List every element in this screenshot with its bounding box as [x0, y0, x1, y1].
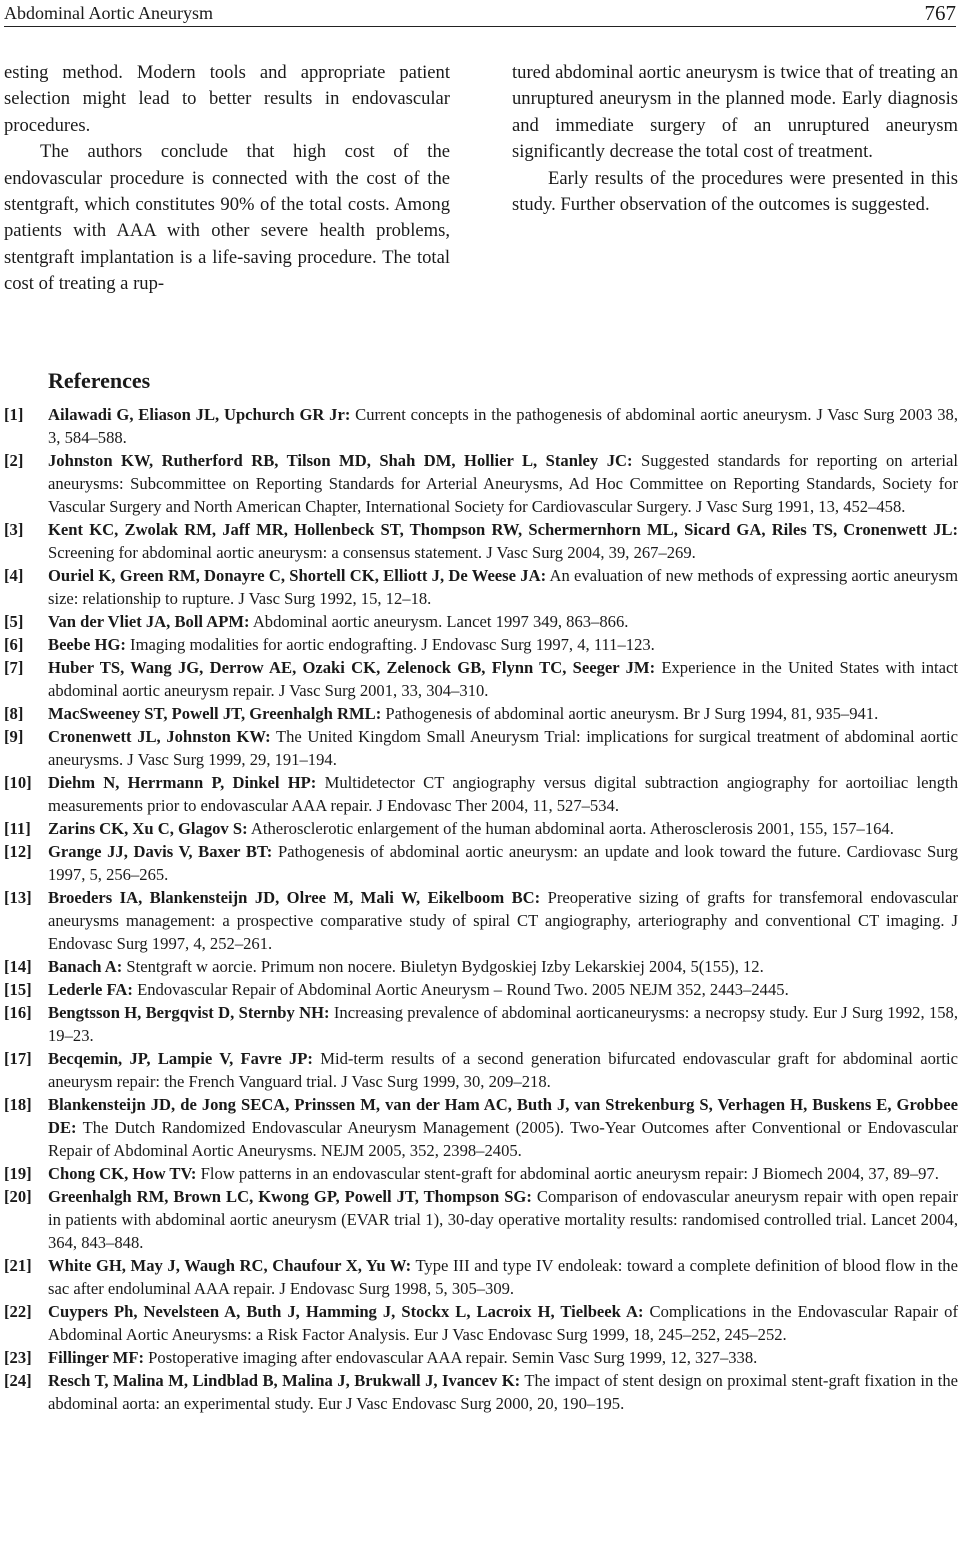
reference-authors: Ouriel K, Green RM, Donayre C, Shortell CK, Elliott J, De Weese JA: — [48, 566, 547, 585]
left-column — [4, 60, 450, 320]
reference-citation: Type III and type IV endoleak: toward a complete definition of blood flow in the sac after endoluminal AAA repair. J Endovasc Surg 1998, 5, 305–309. — [48, 1256, 958, 1298]
reference-item — [4, 449, 958, 518]
reference-entry — [48, 1162, 958, 1185]
reference-authors: Diehm N, Herrmann P, Dinkel HP: — [48, 773, 317, 792]
reference-entry — [48, 1254, 958, 1300]
reference-citation: Imaging modalities for aortic endografting. J Endovasc Surg 1997, 4, 111–123. — [130, 635, 655, 654]
reference-item — [4, 886, 958, 955]
reference-item — [4, 1093, 958, 1162]
body-text — [4, 60, 958, 320]
reference-citation: Mid-term results of a second generation bifurcated endovascular graft for abdominal aortic aneurysm repair: the French Vanguard trial. J Vasc Surg 1999, 30, 209–218. — [48, 1049, 958, 1091]
reference-citation: Experience in the United States with intact abdominal aortic aneurysm repair. J Vasc Surg 2001, 33, 304–310. — [48, 658, 958, 700]
reference-entry — [48, 1185, 958, 1254]
reference-authors: Cronenwett JL, Johnston KW: — [48, 727, 271, 746]
reference-entry — [48, 1093, 958, 1162]
reference-authors: Grange JJ, Davis V, Baxer BT: — [48, 842, 273, 861]
right-column — [512, 60, 958, 320]
paragraph: tured abdominal aortic aneurysm is twice that of treating an unruptured aneurysm in the planned mode. Early diagnosis and immediate surgery of an unruptured aneurysm significantly decrease the total cost of treatment. — [512, 62, 958, 163]
reference-citation: Pathogenesis of abdominal aortic aneurysm: an update and look toward the future. Cardiovasc Surg 1997, 5, 256–265. — [48, 842, 958, 884]
reference-number: [9] — [4, 727, 24, 746]
reference-number: [4] — [4, 566, 24, 585]
reference-entry — [48, 633, 958, 656]
running-header — [4, 0, 956, 27]
paragraph: Early results of the procedures were presented in this study. Further observation of the outcomes is suggested. — [512, 167, 958, 216]
reference-entry — [48, 656, 958, 702]
reference-entry — [48, 771, 958, 817]
reference-authors: Lederle FA: — [48, 980, 133, 999]
reference-citation: Suggested standards for reporting on arterial aneurysms: Subcommittee on Reporting Standards for Arterial Aneurysms, Ad Hoc Committee on Reporting Standards, Society for Vascular Surgery and North American Chapter, International Society for Cardiovascular Surgery. J Vasc Surg 1991, 13, 452–458. — [48, 451, 959, 516]
reference-authors: MacSweeney ST, Powell JT, Greenhalgh RML: — [48, 704, 382, 723]
page-number: 767 — [924, 0, 956, 25]
reference-citation: Postoperative imaging after endovascular AAA repair. Semin Vasc Surg 1999, 12, 327–338. — [148, 1348, 758, 1367]
reference-item — [4, 633, 958, 656]
reference-authors: Huber TS, Wang JG, Derrow AE, Ozaki CK, Zelenock GB, Flynn TC, Seeger JM: — [48, 658, 656, 677]
reference-item — [4, 564, 958, 610]
reference-item — [4, 817, 958, 840]
reference-number: [5] — [4, 612, 24, 631]
reference-entry — [48, 1369, 958, 1415]
reference-citation: Pathogenesis of abdominal aortic aneurysm. Br J Surg 1994, 81, 935–941. — [385, 704, 879, 723]
reference-number: [19] — [4, 1164, 32, 1183]
reference-authors: Cuypers Ph, Nevelsteen A, Buth J, Hamming J, Stockx L, Lacroix H, Tielbeek A: — [48, 1302, 644, 1321]
reference-item — [4, 702, 958, 725]
reference-number: [20] — [4, 1187, 32, 1206]
paragraph: esting method. Modern tools and appropriate patient selection might lead to better results in endovascular procedures. — [4, 62, 450, 136]
reference-authors: Resch T, Malina M, Lindblad B, Malina J, Brukwall J, Ivancev K: — [48, 1371, 521, 1390]
reference-item — [4, 955, 958, 978]
reference-item — [4, 518, 958, 564]
reference-entry — [48, 518, 958, 564]
reference-item — [4, 771, 958, 817]
reference-citation: Abdominal aortic aneurysm. Lancet 1997 349, 863–866. — [252, 612, 629, 631]
reference-item — [4, 725, 958, 771]
reference-number: [10] — [4, 773, 32, 792]
reference-citation: Complications in the Endovascular Rapair of Abdominal Aortic Aneurysms: a Risk Factor Analysis. Eur J Vasc Endovasc Surg 1999, 18, 245–252, 245–252. — [48, 1302, 959, 1344]
reference-number: [12] — [4, 842, 32, 861]
reference-citation: Flow patterns in an endovascular stent-graft for abdominal aortic aneurysm repair: J Biomech 2004, 37, 89–97. — [200, 1164, 939, 1183]
reference-number: [14] — [4, 957, 32, 976]
reference-item — [4, 1047, 958, 1093]
reference-citation: Comparison of endovascular aneurysm repair with open repair in patients with abdominal aortic aneurysm (EVAR trial 1), 30-day operative mortality results: randomised controlled trial. Lancet 2004, 364, 843–848. — [48, 1187, 958, 1252]
reference-number: [13] — [4, 888, 32, 907]
reference-item — [4, 1300, 958, 1346]
reference-citation: Multidetector CT angiography versus digital subtraction angiography for aortoiliac length measurements prior to endovascular AAA repair. J Endovasc Ther 2004, 11, 527–534. — [48, 773, 958, 815]
reference-number: [1] — [4, 405, 24, 424]
reference-authors: Broeders IA, Blankensteijn JD, Olree M, Mali W, Eikelboom BC: — [48, 888, 541, 907]
reference-entry — [48, 1047, 958, 1093]
reference-item — [4, 1185, 958, 1254]
reference-citation: Stentgraft w aorcie. Primum non nocere. Biuletyn Bydgoskiej Izby Lekarskiej 2004, 5(155), 12. — [126, 957, 764, 976]
reference-entry — [48, 1300, 958, 1346]
reference-number: [21] — [4, 1256, 32, 1275]
reference-authors: Johnston KW, Rutherford RB, Tilson MD, Shah DM, Hollier L, Stanley JC: — [48, 451, 633, 470]
reference-entry — [48, 449, 958, 518]
reference-number: [8] — [4, 704, 24, 723]
reference-authors: Kent KC, Zwolak RM, Jaff MR, Hollenbeck ST, Thompson RW, Schermernhorn ML, Sicard GA, Riles TS, Cronenwett JL: — [48, 520, 958, 539]
reference-item — [4, 1254, 958, 1300]
reference-entry — [48, 403, 958, 449]
reference-item — [4, 403, 958, 449]
reference-entry — [48, 955, 958, 978]
reference-number: [3] — [4, 520, 24, 539]
reference-citation: Atherosclerotic enlargement of the human abdominal aorta. Atherosclerosis 2001, 155, 157–164. — [250, 819, 894, 838]
reference-citation: Preoperative sizing of grafts for transfemoral endovascular aneurysms management: a prospective comparative study of spiral CT angiography, arteriography and conventional CT imaging. J Endovasc Surg 1997, 4, 252–261. — [48, 888, 958, 953]
reference-entry — [48, 978, 958, 1001]
reference-number: [22] — [4, 1302, 32, 1321]
reference-authors: Fillinger MF: — [48, 1348, 145, 1367]
reference-number: [6] — [4, 635, 24, 654]
reference-citation: Current concepts in the pathogenesis of abdominal aortic aneurysm. J Vasc Surg 2003 38, 3, 584–588. — [48, 405, 958, 447]
reference-number: [11] — [4, 819, 31, 838]
reference-item — [4, 610, 958, 633]
reference-item — [4, 1369, 958, 1415]
reference-citation: The United Kingdom Small Aneurysm Trial: implications for surgical treatment of abdominal aortic aneurysms. J Vasc Surg 1999, 29, 191–194. — [48, 727, 958, 769]
reference-citation: The impact of stent design on proximal stent-graft fixation in the abdominal aorta: an experimental study. Eur J Vasc Endovasc Surg 2000, 20, 190–195. — [48, 1371, 958, 1413]
reference-number: [17] — [4, 1049, 32, 1068]
reference-number: [16] — [4, 1003, 32, 1022]
reference-authors: Van der Vliet JA, Boll APM: — [48, 612, 250, 631]
reference-authors: Zarins CK, Xu C, Glagov S: — [48, 819, 248, 838]
reference-authors: Banach A: — [48, 957, 123, 976]
reference-item — [4, 840, 958, 886]
reference-entry — [48, 840, 958, 886]
reference-authors: Becqemin, JP, Lampie V, Favre JP: — [48, 1049, 313, 1068]
reference-number: [23] — [4, 1348, 32, 1367]
reference-authors: Chong CK, How TV: — [48, 1164, 197, 1183]
reference-entry — [48, 1001, 958, 1047]
reference-entry — [48, 725, 958, 771]
reference-item — [4, 1346, 958, 1369]
reference-item — [4, 1001, 958, 1047]
paragraph: The authors conclude that high cost of the endovascular procedure is connected with the cost of the stentgraft, which constitutes 90% of the total costs. Among patients with AAA with other severe health problems, stentgraft implantation is a life-saving procedure. The total cost of treating a rup- — [4, 141, 450, 295]
reference-item — [4, 978, 958, 1001]
reference-number: [7] — [4, 658, 24, 677]
reference-entry — [48, 817, 958, 840]
reference-entry — [48, 1346, 958, 1369]
reference-authors: White GH, May J, Waugh RC, Chaufour X, Yu W: — [48, 1256, 412, 1275]
reference-entry — [48, 564, 958, 610]
references-heading: References — [48, 368, 151, 393]
reference-entry — [48, 886, 958, 955]
reference-number: [15] — [4, 980, 32, 999]
reference-item — [4, 1162, 958, 1185]
reference-item — [4, 656, 958, 702]
reference-authors: Bengtsson H, Bergqvist D, Sternby NH: — [48, 1003, 330, 1022]
running-title: Abdominal Aortic Aneurysm — [4, 2, 213, 23]
reference-number: [2] — [4, 451, 24, 470]
reference-number: [24] — [4, 1371, 32, 1390]
reference-authors: Beebe HG: — [48, 635, 126, 654]
reference-citation: Increasing prevalence of abdominal aorticaneurysms: a necropsy study. Eur J Surg 1992, 158, 19–23. — [48, 1003, 958, 1045]
reference-list — [4, 403, 958, 1415]
reference-citation: The Dutch Randomized Endovascular Aneurysm Management (2005). Two-Year Outcomes after Conventional or Endovascular Repair of Abdominal Aortic Aneurysms. NEJM 2005, 352, 2398–2405. — [48, 1118, 958, 1160]
reference-number: [18] — [4, 1095, 32, 1114]
reference-citation: An evaluation of new methods of expressing aortic aneurysm size: relationship to rupture. J Vasc Surg 1992, 15, 12–18. — [48, 566, 958, 608]
reference-citation: Screening for abdominal aortic aneurysm: a consensus statement. J Vasc Surg 2004, 39, 267–269. — [48, 543, 696, 562]
reference-authors: Blankensteijn JD, de Jong SECA, Prinssen M, van der Ham AC, Buth J, van Strekenburg S, Verhagen H, Buskens E, Grobbee DE: — [48, 1095, 958, 1137]
reference-authors: Greenhalgh RM, Brown LC, Kwong GP, Powell JT, Thompson SG: — [48, 1187, 532, 1206]
reference-authors: Ailawadi G, Eliason JL, Upchurch GR Jr: — [48, 405, 351, 424]
reference-entry — [48, 702, 958, 725]
reference-citation: Endovascular Repair of Abdominal Aortic Aneurysm – Round Two. 2005 NEJM 352, 2443–2445. — [137, 980, 789, 999]
reference-entry — [48, 610, 958, 633]
